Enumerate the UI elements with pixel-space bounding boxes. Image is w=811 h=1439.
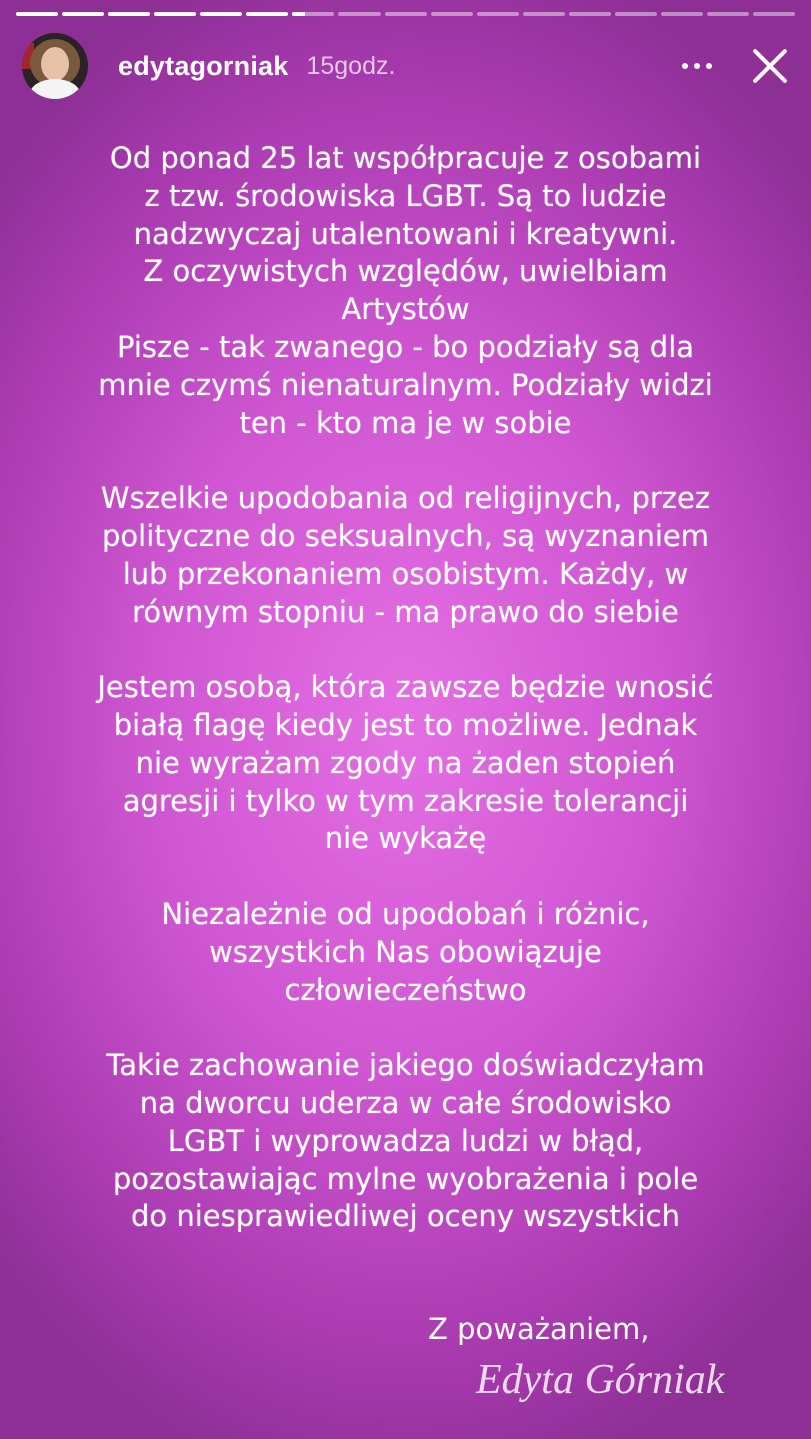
text-line: Wszelkie upodobania od religijnych, przez bbox=[100, 481, 711, 516]
progress-segment bbox=[108, 12, 150, 16]
text-line: lub przekonaniem osobistym. Każdy, w bbox=[122, 556, 689, 591]
progress-segment bbox=[200, 12, 242, 16]
paragraph bbox=[0, 140, 811, 442]
paragraph bbox=[0, 896, 811, 1009]
text-line: Od ponad 25 lat współpracuje z osobami bbox=[109, 141, 702, 175]
progress-segment bbox=[338, 12, 380, 16]
progress-segment bbox=[753, 12, 795, 16]
text-line: Niezależnie od upodobań i różnic, bbox=[161, 896, 650, 931]
progress-segment bbox=[154, 12, 196, 16]
text-line: polityczne do seksualnych, są wyznaniem bbox=[101, 518, 710, 553]
text-line: na dworcu uderza w całe środowisko bbox=[139, 1085, 672, 1120]
text-line: Z oczywistych względów, uwielbiam bbox=[143, 254, 668, 289]
progress-segment bbox=[477, 12, 519, 16]
text-line: pozostawiając mylne wyobrażenia i pole bbox=[112, 1161, 699, 1196]
progress-segment bbox=[569, 12, 611, 16]
story-text bbox=[0, 140, 811, 1274]
text-line: z tzw. środowiska LGBT. Są to ludzie bbox=[144, 178, 667, 213]
avatar[interactable] bbox=[22, 33, 88, 99]
text-line: agresji i tylko w tym zakresie tolerancji bbox=[122, 783, 689, 818]
text-line: nie wyrażam zgody na żaden stopień bbox=[135, 745, 676, 780]
text-line: białą flagę kiedy jest to możliwe. Jednak bbox=[113, 707, 698, 742]
text-line: nadzwyczaj utalentowani i kreatywni. bbox=[133, 216, 678, 251]
story-header bbox=[22, 33, 793, 99]
username[interactable]: edytagorniak bbox=[118, 50, 289, 81]
more-horizontal-icon[interactable] bbox=[675, 56, 719, 76]
text-line: Pisze - tak zwanego - bo podziały są dla bbox=[116, 329, 695, 364]
paragraph bbox=[0, 480, 811, 631]
text-line: Artystów bbox=[341, 292, 470, 327]
text-line: Takie zachowanie jakiego doświadczyłam bbox=[106, 1048, 705, 1083]
progress-segment bbox=[707, 12, 749, 16]
progress-segment bbox=[16, 12, 58, 16]
progress-segment bbox=[615, 12, 657, 16]
paragraph bbox=[0, 1047, 811, 1236]
progress-segment bbox=[62, 12, 104, 16]
post-time: 15godz. bbox=[306, 51, 396, 80]
progress-segment bbox=[431, 12, 473, 16]
progress-segment bbox=[661, 12, 703, 16]
progress-segment bbox=[523, 12, 565, 16]
text-line: wszystkich Nas obowiązuje bbox=[209, 934, 602, 969]
story-progress-bar bbox=[16, 12, 795, 16]
text-line: mnie czymś nienaturalnym. Podziały widzi bbox=[98, 367, 713, 402]
text-line: ten - kto ma je w sobie bbox=[239, 405, 572, 440]
text-line: człowieczeństwo bbox=[284, 972, 527, 1007]
text-line: do niesprawiedliwej oceny wszystkich bbox=[131, 1199, 680, 1234]
closing-text: Z poważaniem, bbox=[428, 1312, 650, 1346]
text-line: równym stopniu - ma prawo do siebie bbox=[132, 594, 679, 629]
progress-segment bbox=[292, 12, 334, 16]
text-line: nie wykażę bbox=[324, 821, 487, 856]
paragraph bbox=[0, 669, 811, 858]
close-icon[interactable] bbox=[747, 43, 793, 89]
signature: Edyta Górniak bbox=[476, 1357, 725, 1403]
text-line: Jestem osobą, która zawsze będzie wnosić bbox=[97, 670, 714, 705]
progress-segment bbox=[246, 12, 288, 16]
progress-segment bbox=[385, 12, 427, 16]
text-line: LGBT i wyprowadza ludzi w błąd, bbox=[167, 1123, 644, 1158]
